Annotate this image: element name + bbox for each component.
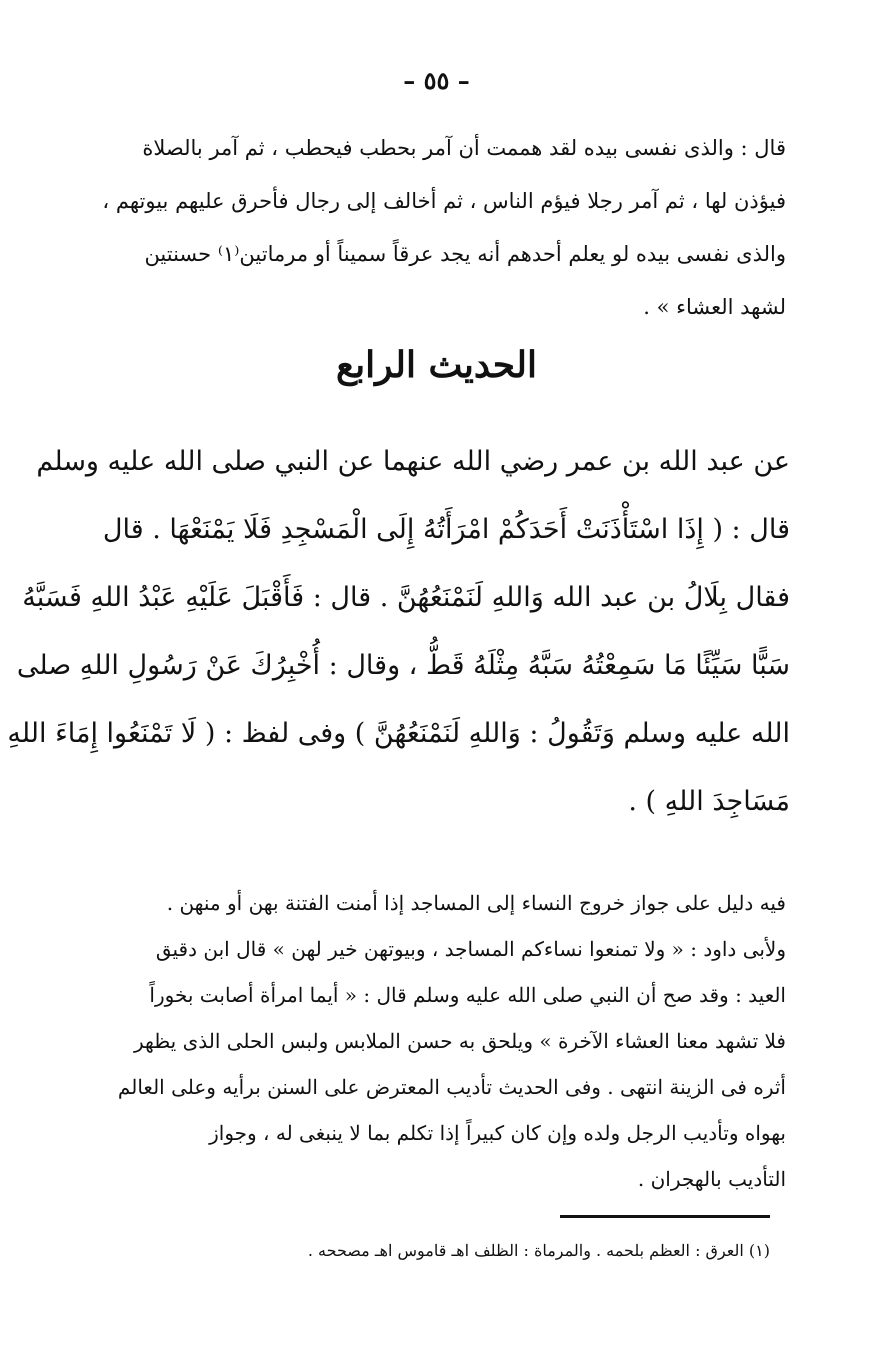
intro-line: والذى نفسى بيده لو يعلم أحدهم أنه يجد عرقاً سميناً أو مرماتين⁽١⁾ حسنتين — [144, 242, 786, 266]
commentary-line: فيه دليل على جواز خروج النساء إلى المساجد إذا أمنت الفتنة بهن أو منهن . — [166, 891, 786, 915]
intro-line: قال : والذى نفسى بيده لقد هممت أن آمر بحطب فيحطب ، ثم آمر بالصلاة — [142, 136, 786, 160]
section-heading: الحديث الرابع — [335, 344, 538, 386]
hadith-line: فقال بِلَالُ بن عبد الله وَاللهِ لَنَمْنَعُهُنَّ . قال : فَأَقْبَلَ عَلَيْهِ عَبْدُ اللهِ فَسَبَّهُ — [22, 582, 790, 613]
commentary-line: العيد : وقد صح أن النبي صلى الله عليه وسلم قال : « أيما امرأة أصابت بخوراً — [149, 983, 786, 1007]
intro-line: فيؤذن لها ، ثم آمر رجلا فيؤم الناس ، ثم أخالف إلى رجال فأحرق عليهم بيوتهم ، — [102, 189, 786, 213]
hadith-text — [7, 428, 790, 836]
footnote: (١) العرق : العظم بلحمه . والمرماة : الظلف اهـ قاموس اهـ مصححه . — [307, 1241, 770, 1260]
commentary-line: أثره فى الزينة انتهى . وفى الحديث تأديب المعترض على السنن برأيه وعلى العالم — [117, 1075, 786, 1099]
hadith-line: مَسَاجِدَ اللهِ ) . — [628, 786, 790, 817]
footnote-divider — [560, 1215, 770, 1218]
commentary-line: ولأبى داود : « ولا تمنعوا نساءكم المساجد ، وبيوتهن خير لهن » قال ابن دقيق — [155, 937, 786, 961]
commentary-line: بهواه وتأديب الرجل ولده وإن كان كبيراً إذا تكلم بما لا ينبغى له ، وجواز — [209, 1121, 786, 1145]
commentary-paragraph — [118, 880, 786, 1202]
intro-paragraph — [102, 122, 786, 334]
commentary-line: التأديب بالهجران . — [637, 1167, 786, 1191]
hadith-line: سَبًّا سَيِّئًا مَا سَمِعْتُهُ سَبَّهُ مِثْلَهُ قَطُّ ، وقال : أُخْبِرُكَ عَنْ رَسُولِ اللهِ صلى — [16, 650, 790, 681]
intro-line: لشهد العشاء » . — [643, 295, 786, 319]
hadith-line: الله عليه وسلم وَتَقُولُ : وَاللهِ لَنَمْنَعُهُنَّ ) وفى لفظ : ( لَا تَمْنَعُوا إِمَاءَ اللهِ — [7, 718, 790, 749]
page-number: – ٥٥ – — [403, 66, 470, 95]
commentary-line: فلا تشهد معنا العشاء الآخرة » ويلحق به حسن الملابس ولبس الحلى الذى يظهر — [133, 1029, 786, 1053]
hadith-line: عن عبد الله بن عمر رضي الله عنهما عن النبي صلى الله عليه وسلم — [36, 446, 790, 477]
hadith-line: قال : ( إِذَا اسْتَأْذَنَتْ أَحَدَكُمْ امْرَأَتُهُ إِلَى الْمَسْجِدِ فَلَا يَمْنَعْهَا . قال — [102, 514, 790, 545]
